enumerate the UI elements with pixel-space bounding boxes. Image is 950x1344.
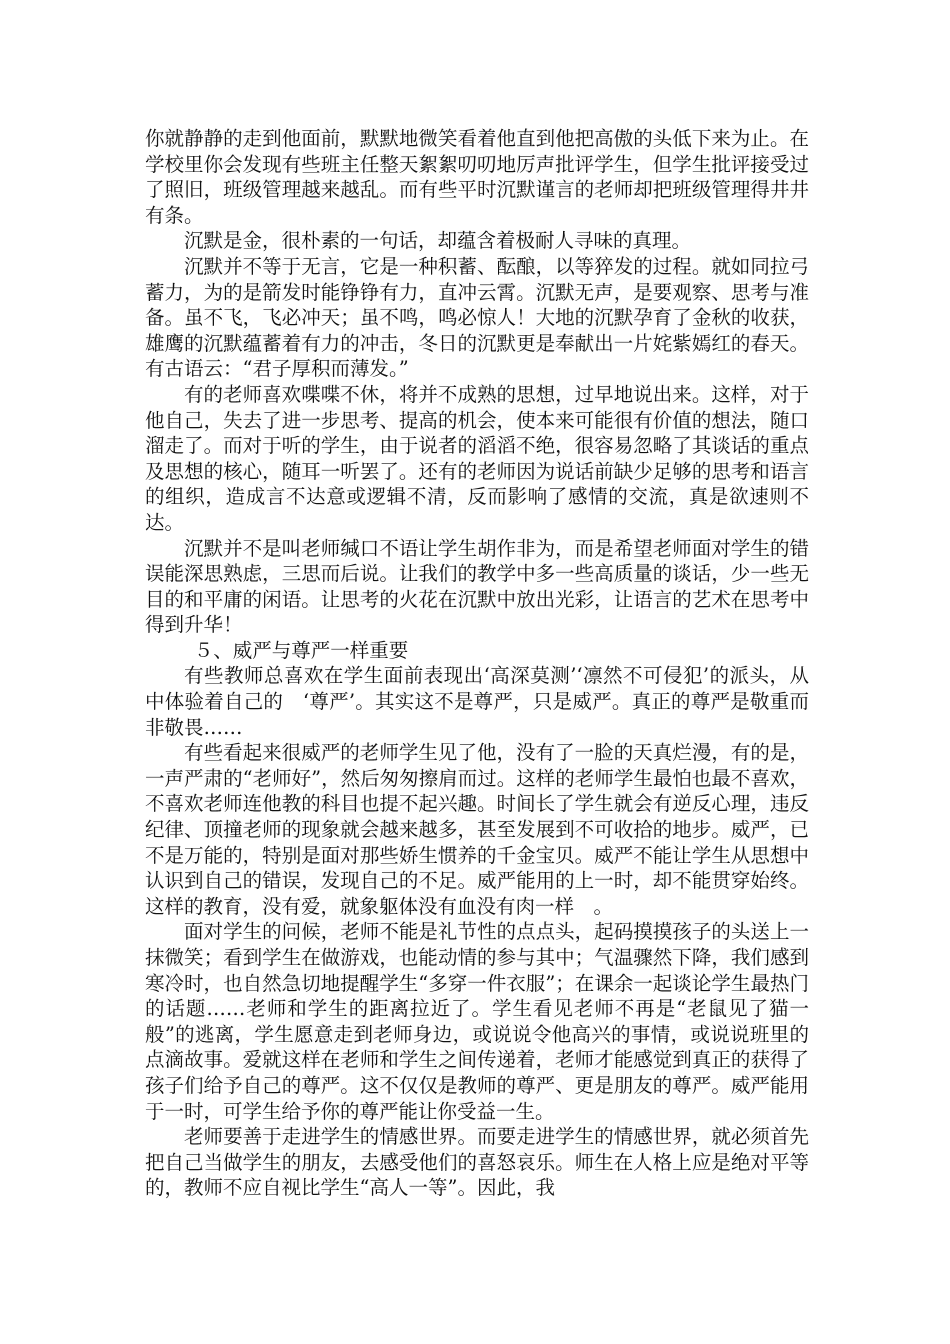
paragraph-8: 面对学生的问候，老师不能是礼节性的点点头，起码摸摸孩子的头送上一抹微笑；看到学生在做游戏，也能动情的参与其中；气温骤然下降，我们感到寒冷时，也自然急切地提醒学生“多穿一件衣服”；在课余一起谈论学生最热门的话题……老师和学生的距离拉近了。学生看见老师不再是“老鼠见了猫一般”的逃离，学生愿意走到老师身边，或说说令他高兴的事情，或说说班里的点滴故事。爱就这样在老师和学生之间传递着，老师才能感觉到真正的获得了孩子们给予自己的尊严。这不仅仅是教师的尊严、更是朋友的尊严。威严能用于一时，可学生给予你的尊严能让你受益一生。 — [145, 920, 809, 1123]
paragraph-1: 你就静静的走到他面前，默默地微笑看着他直到他把高傲的头低下来为止。在学校里你会发现有些班主任整天絮絮叨叨地厉声批评学生，但学生批评接受过了照旧，班级管理越来越乱。而有些平时沉默谨言的老师却把班级管理得井井有条。 — [145, 127, 809, 227]
paragraph-4: 有的老师喜欢喋喋不休，将并不成熟的思想，过早地说出来。这样，对于他自己，失去了进一步思考、提高的机会，使本来可能很有价值的想法，随口溜走了。而对于听的学生，由于说者的滔滔不绝，很容易忽略了其谈话的重点及思想的核心，随耳一听罢了。还有的老师因为说话前缺少足够的思考和语言的组织，造成言不达意或逻辑不清，反而影响了感情的交流，真是欲速则不达。 — [145, 382, 809, 534]
paragraph-9: 老师要善于走进学生的情感世界。而要走进学生的情感世界，就必须首先把自己当做学生的朋友，去感受他们的喜怒哀乐。师生在人格上应是绝对平等的，教师不应自视比学生“高人一等”。因此，我 — [145, 1125, 809, 1200]
document-page — [145, 126, 809, 1201]
paragraph-5: 沉默并不是叫老师缄口不语让学生胡作非为，而是希望老师面对学生的错误能深思熟虑，三思而后说。让我们的教学中多一些高质量的谈话，少一些无目的和平庸的闲语。让思考的火花在沉默中放出光彩，让语言的艺术在思考中得到升华！ — [145, 536, 809, 637]
paragraph-6: 有些教师总喜欢在学生面前表现出‘高深莫测’‘凛然不可侵犯’的派头，从中体验着自己的 ‘尊严’。其实这不是尊严，只是威严。真正的尊严是敬重而非敬畏…… — [145, 664, 809, 739]
paragraph-7: 有些看起来很威严的老师学生见了他，没有了一脸的天真烂漫，有的是，一声严肃的“老师好”，然后匆匆擦肩而过。这样的老师学生最怕也最不喜欢，不喜欢老师连他教的科目也提不起兴趣。时间长了学生就会有逆反心理，违反纪律、顶撞老师的现象就会越来越多，甚至发展到不可收拾的地步。威严，已不是万能的，特别是面对那些娇生惯养的千金宝贝。威严不能让学生从思想中认识到自己的错误，发现自己的不足。威严能用的上一时，却不能贯穿始终。这样的教育，没有爱，就象躯体没有血没有肉一样 。 — [145, 741, 809, 918]
paragraph-2: 沉默是金，很朴素的一句话，却蕴含着极耐人寻味的真理。 — [184, 229, 692, 253]
section-heading: ５、威严与尊严一样重要 — [193, 638, 409, 662]
paragraph-3: 沉默并不等于无言，它是一种积蓄、酝酿，以等猝发的过程。就如同拉弓蓄力，为的是箭发时能铮铮有力，直冲云霄。沉默无声，是要观察、思考与准备。虽不飞，飞必冲天；虽不鸣，鸣必惊人！大地的沉默孕育了金秋的收获，雄鹰的沉默蕴蓄着有力的冲击，冬日的沉默更是奉献出一片姹紫嫣红的春天。有古语云：“君子厚积而薄发。” — [145, 254, 809, 381]
